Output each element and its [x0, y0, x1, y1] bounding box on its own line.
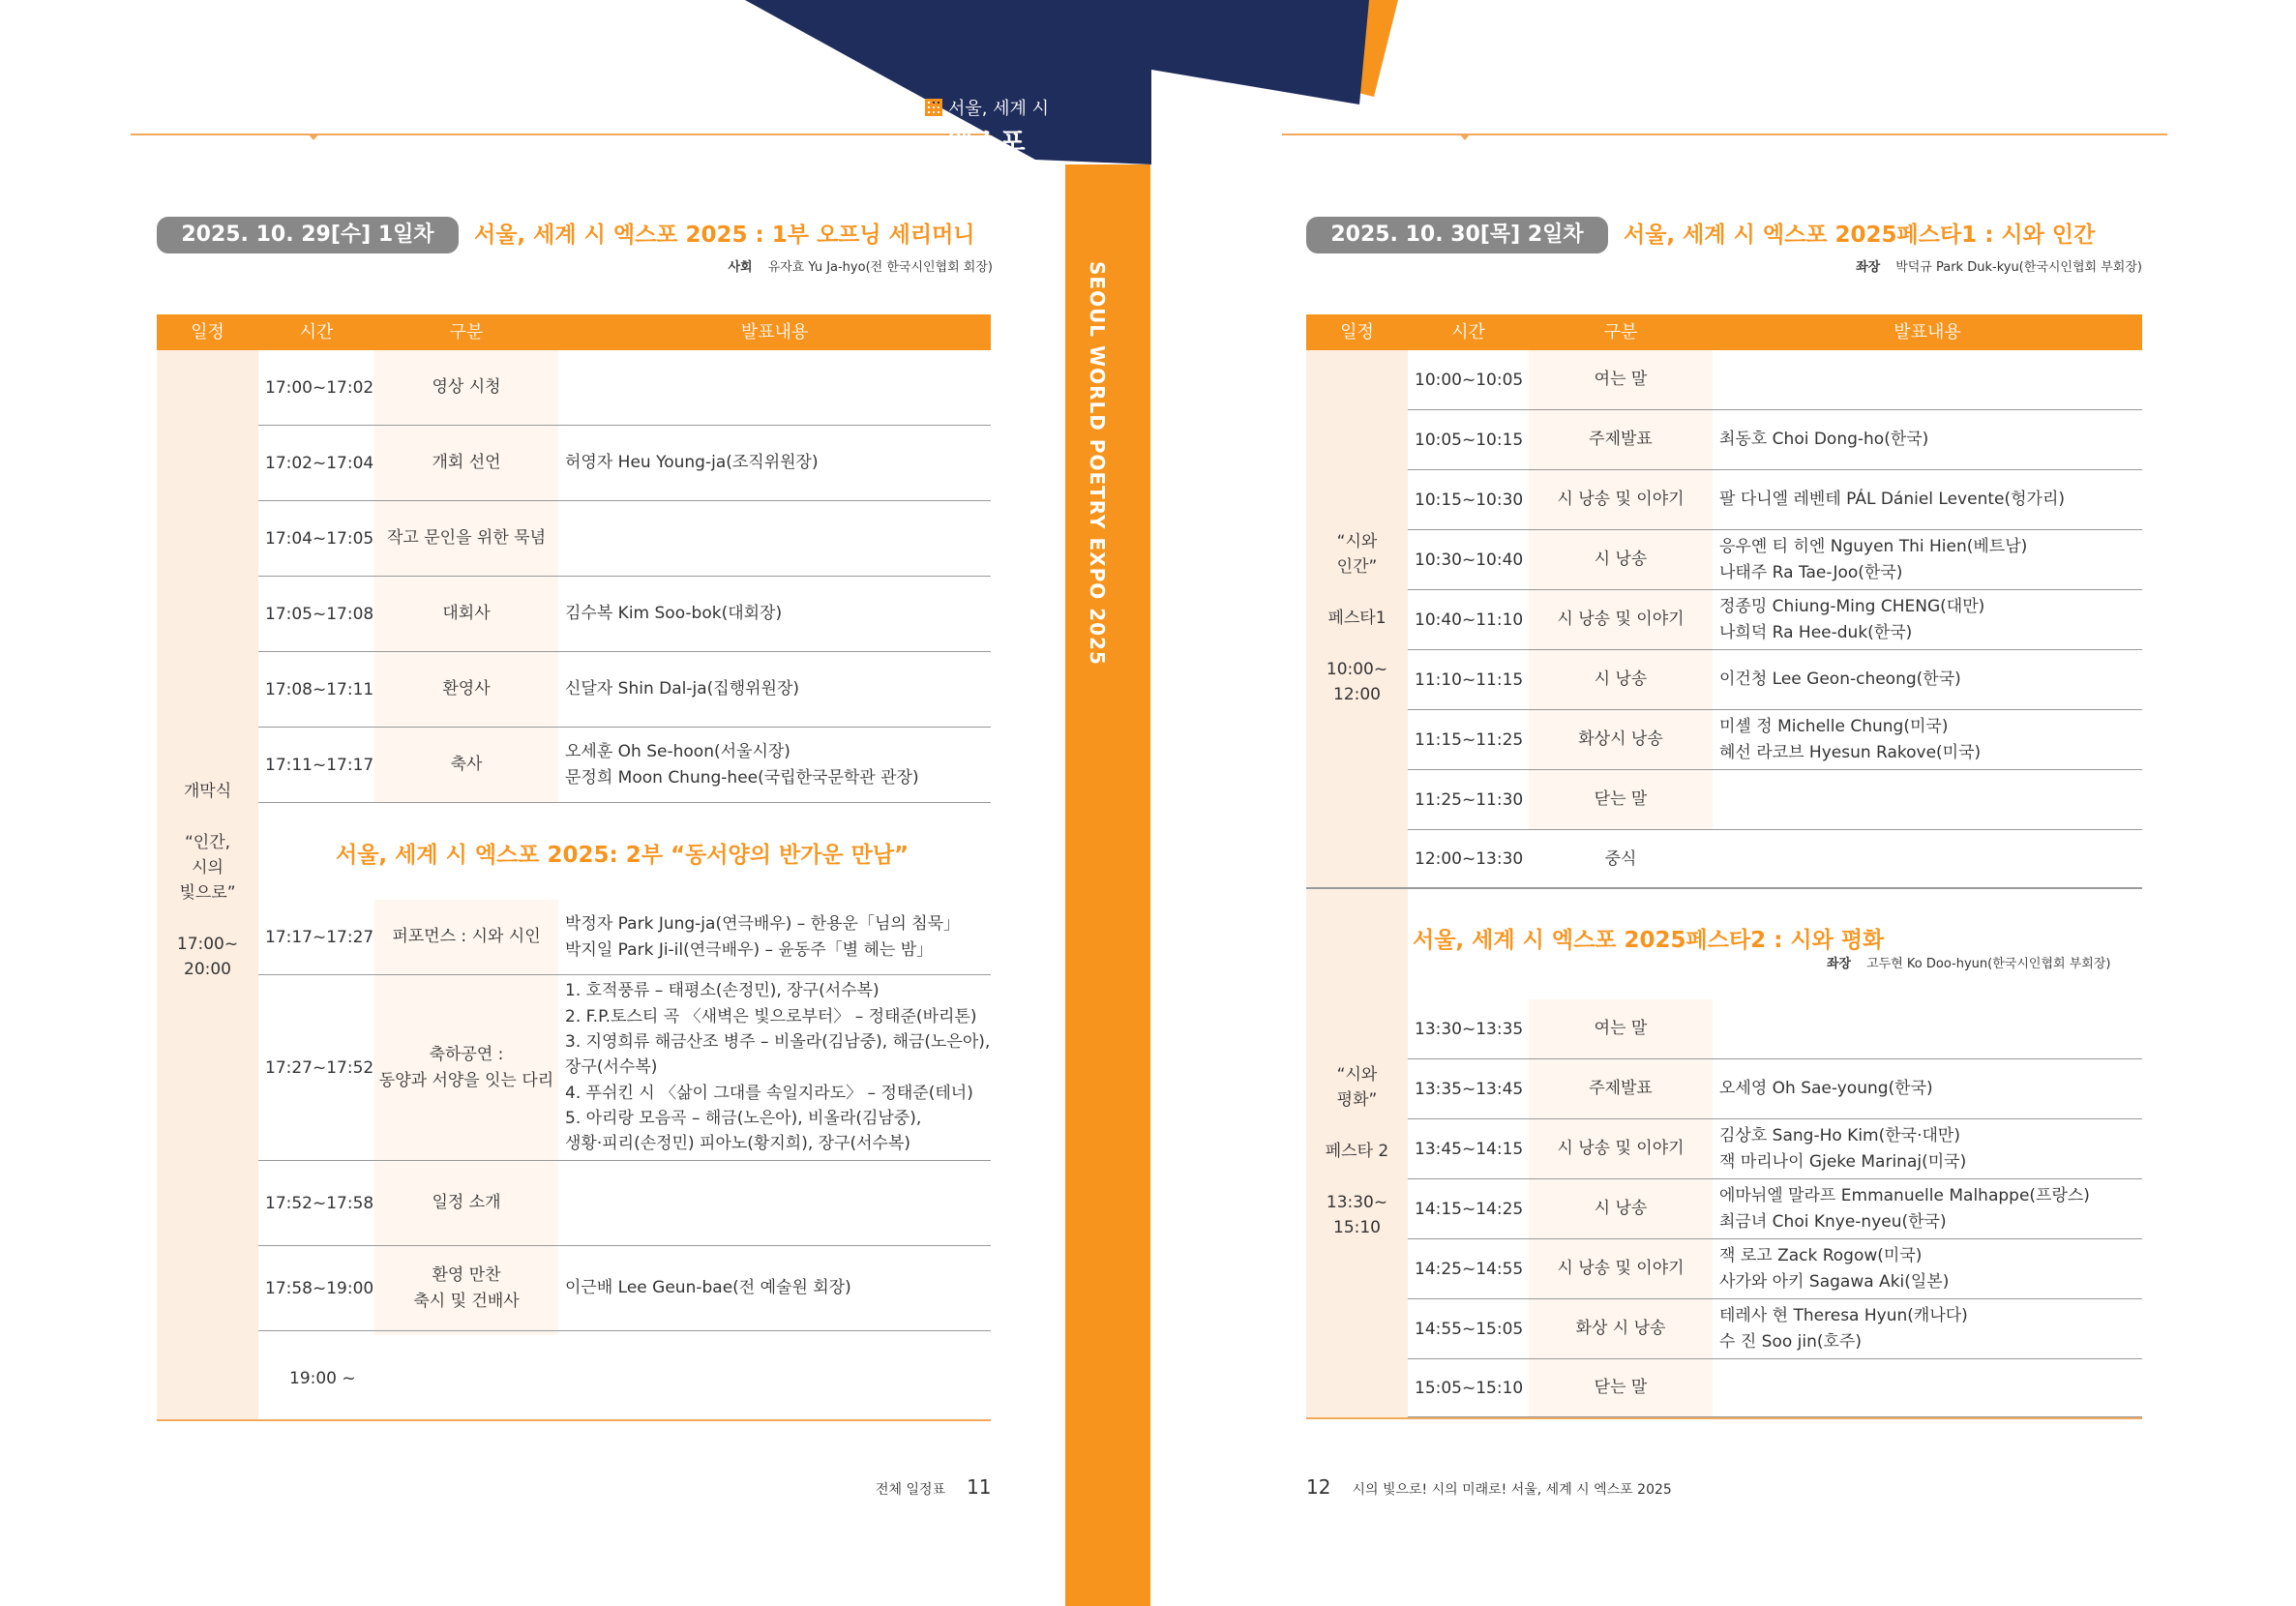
- time-cell: 10:30~10:40: [1415, 550, 1524, 570]
- left-event-title: 서울, 세계 시 엑스포 2025 : 1부 오프닝 세리머니: [474, 223, 975, 248]
- time-cell: 17:05~17:08: [265, 604, 374, 624]
- content-line: 혜선 라코브 Hyesun Rakove(미국): [1719, 742, 1982, 762]
- right-chair-label: 좌장: [1856, 260, 1881, 275]
- right-page-number: 12: [1306, 1475, 1331, 1499]
- table-row: [1408, 1239, 2142, 1299]
- content-line: 2. F.P.토스티 곡 〈새벽은 빛으로부터〉 – 정태준(바리톤): [565, 1006, 977, 1026]
- content-cell: [1713, 710, 2142, 769]
- content-line: 최동호 Choi Dong-ho(한국): [1719, 430, 1929, 450]
- right-event-title: 서울, 세계 시 엑스포 2025페스타1 : 시와 인간: [1624, 223, 2096, 248]
- content-line: 장구(서수복): [565, 1057, 658, 1078]
- right-footer-label: 시의 빛으로! 시의 미래로! 서울, 세계 시 엑스포 2025: [1352, 1482, 1672, 1498]
- right-chair: [1645, 256, 2142, 275]
- content-line: 3. 지영희류 해금산조 병주 – 비올라(김남중), 해금(노은아),: [565, 1031, 991, 1052]
- left-chair-label: 사회: [728, 260, 753, 275]
- table-row: [1408, 470, 2142, 530]
- time-cell: 17:27~17:52: [265, 1057, 374, 1078]
- content-cell: [1713, 410, 2142, 469]
- left-chair: [581, 256, 993, 275]
- content-cell: [1713, 1359, 2142, 1416]
- content-line: 오세영 Oh Sae-young(한국): [1719, 1079, 1933, 1099]
- left-chair-name: 유자효 Yu Ja-hyo(전 한국시인협회 회장): [767, 260, 993, 275]
- logo-line2: 엑스포 2025: [947, 128, 1027, 189]
- band-vertical-text: SEOUL WORLD POETRY EXPO 2025: [1086, 261, 1109, 666]
- content-line: 나희덕 Ra Hee-duk(한국): [1719, 622, 1913, 642]
- content-line: 신달자 Shin Dal-ja(집행위원장): [565, 679, 800, 699]
- category-cell: 축하공연 : 동양과 서양을 잇는 다리: [378, 1045, 554, 1090]
- table-row: [1408, 1119, 2142, 1179]
- content-line: 사가와 아키 Sagawa Aki(일본): [1719, 1271, 1950, 1292]
- right-table-header: [1306, 314, 2142, 350]
- content-cell: [558, 350, 991, 425]
- category-cell: 여는 말: [1594, 370, 1648, 390]
- table-row: [1408, 1299, 2142, 1359]
- time-cell: 13:30~13:35: [1415, 1019, 1524, 1039]
- content-cell: [558, 426, 991, 500]
- table-row: [258, 350, 991, 426]
- content-line: 김수복 Kim Soo-bok(대회장): [565, 604, 783, 624]
- time-cell: 10:00~10:05: [1415, 370, 1524, 390]
- content-cell: [1713, 470, 2142, 529]
- category-cell: 시 낭송 및 이야기: [1557, 490, 1685, 510]
- content-line: 문정희 Moon Chung-hee(국립한국문학관 관장): [565, 767, 919, 788]
- time-cell: 10:05~10:15: [1415, 430, 1524, 450]
- category-cell: 시 낭송 및 이야기: [1557, 1139, 1685, 1159]
- content-cell: [558, 1161, 991, 1245]
- right-footer: [1306, 1475, 1672, 1499]
- logo-line3: 인간 Humanity 평화 Peace: [932, 193, 1042, 203]
- right-session1-label: “시와 인간” 페스타1 10:00~ 12:00: [1326, 532, 1388, 705]
- category-cell: 환영사: [442, 679, 491, 699]
- content-cell: [1713, 1239, 2142, 1298]
- content-line: 정종밍 Chiung-Ming CHENG(대만): [1719, 597, 1985, 617]
- category-cell: 개회 선언: [432, 453, 501, 473]
- right-festa2-chair: [1827, 953, 2110, 971]
- content-line: 에마뉘엘 말라프 Emmanuelle Malhappe(프랑스): [1719, 1186, 2090, 1206]
- content-cell: [1713, 770, 2142, 829]
- table-row: [1408, 710, 2142, 770]
- time-cell: 17:58~19:00: [265, 1278, 374, 1298]
- time-cell: 17:00~17:02: [265, 377, 374, 398]
- time-cell: 17:52~17:58: [265, 1193, 374, 1213]
- category-cell: 시 낭송 및 이야기: [1557, 1259, 1685, 1279]
- table-row: [1408, 1179, 2142, 1239]
- content-line: 응우옌 티 히엔 Nguyen Thi Hien(베트남): [1719, 537, 2028, 557]
- content-line: 팔 다니엘 레벤테 PÁL Dániel Levente(헝가리): [1719, 490, 2066, 510]
- time-cell: 10:40~11:10: [1415, 610, 1524, 630]
- content-cell: [558, 577, 991, 651]
- time-cell: 11:25~11:30: [1415, 789, 1524, 810]
- logo-line1: 서울, 세계 시: [947, 99, 1050, 119]
- content-cell: [1713, 830, 2142, 888]
- content-cell: [1713, 1179, 2142, 1238]
- right-day-pill: 2025. 10. 30[목] 2일차: [1306, 217, 1608, 253]
- table-row: [1408, 1059, 2142, 1119]
- category-cell: 주제발표: [1589, 430, 1653, 450]
- right-session2-label: “시와 평화” 페스타 2 13:30~ 15:10: [1325, 1065, 1389, 1238]
- rule-notch-right: [1459, 134, 1471, 140]
- table-row: [1408, 650, 2142, 710]
- left-table-header: [157, 314, 991, 350]
- right-chair-name: 박덕규 Park Duk-kyu(한국시인협회 부회장): [1895, 260, 2142, 275]
- category-cell: 중식: [1604, 848, 1637, 869]
- table-row: [258, 501, 991, 577]
- category-cell: 퍼포먼스 : 시와 시인: [392, 927, 541, 947]
- content-cell: [1713, 590, 2142, 649]
- header-category: 구분: [1603, 322, 1638, 342]
- content-cell: [558, 652, 991, 727]
- table-row: [258, 900, 991, 975]
- content-line: 김상호 Sang-Ho Kim(한국·대만): [1719, 1126, 1960, 1146]
- content-line: 생황·피리(손정민) 피아노(황지희), 장구(서수복): [565, 1134, 911, 1154]
- table-row: [258, 577, 991, 652]
- category-cell: 닫는 말: [1594, 1378, 1648, 1398]
- table-row: [258, 652, 991, 728]
- category-cell: 대회사: [442, 604, 491, 624]
- content-line: 잭 로고 Zack Rogow(미국): [1719, 1246, 1923, 1266]
- category-cell: 닫는 말: [1594, 789, 1648, 810]
- left-session-label: 개막식 “인간, 시의 빛으로” 17:00~ 20:00: [176, 782, 239, 980]
- left-footer: [876, 1475, 992, 1499]
- content-line: 이건청 Lee Geon-cheong(한국): [1719, 669, 1961, 690]
- table-row: [1408, 999, 2142, 1059]
- time-cell: 13:35~13:45: [1415, 1079, 1524, 1099]
- content-line: 최금녀 Choi Knye-nyeu(한국): [1719, 1211, 1947, 1232]
- time-cell: 11:15~11:25: [1415, 729, 1524, 750]
- time-cell: 13:45~14:15: [1415, 1139, 1524, 1159]
- content-line: 잭 마리나이 Gjeke Marinaj(미국): [1719, 1151, 1967, 1172]
- category-cell: 시 낭송: [1594, 669, 1648, 690]
- time-cell: 14:15~14:25: [1415, 1199, 1524, 1219]
- left-part2-title: 서울, 세계 시 엑스포 2025: 2부 “동서양의 반가운 만남”: [336, 843, 909, 868]
- content-line: 오세훈 Oh Se-hoon(서울시장): [565, 742, 790, 762]
- category-cell: 일정 소개: [432, 1193, 501, 1213]
- category-cell: 환영 만찬 축시 및 건배사: [413, 1265, 520, 1311]
- time-cell: 17:08~17:11: [265, 679, 374, 699]
- content-cell: [558, 728, 991, 802]
- content-cell: [1713, 1119, 2142, 1178]
- header-content: 발표내용: [740, 322, 809, 342]
- time-cell: 14:25~14:55: [1415, 1259, 1524, 1279]
- table-row: [1408, 770, 2142, 830]
- expo-logo-icon: [925, 99, 942, 116]
- content-line: 나태주 Ra Tae-Joo(한국): [1719, 562, 1903, 582]
- content-line: 수 진 Soo jin(호주): [1719, 1331, 1862, 1352]
- content-line: 이근배 Lee Geun-bae(전 예술원 회장): [565, 1278, 851, 1298]
- content-cell: [1713, 999, 2142, 1058]
- right-festa1-divider: [1306, 887, 2142, 889]
- header-content: 발표내용: [1893, 322, 1961, 342]
- time-cell: 17:02~17:04: [265, 453, 374, 473]
- header-graphic: [735, 0, 1413, 174]
- expo-logo: [914, 95, 1059, 203]
- left-footer-label: 전체 일정표: [876, 1482, 946, 1498]
- content-cell: [1713, 1059, 2142, 1118]
- content-cell: [558, 975, 991, 1160]
- content-cell: [558, 1246, 991, 1330]
- category-cell: 화상 시 낭송: [1575, 1319, 1666, 1339]
- table-row: [258, 426, 991, 501]
- header-time: 시간: [299, 322, 334, 342]
- content-line: 4. 푸쉬킨 시 〈삶이 그대를 속일지라도〉 – 정태준(테너): [565, 1083, 973, 1103]
- right-festa2-title: 서울, 세계 시 엑스포 2025페스타2 : 시와 평화: [1413, 928, 1885, 953]
- time-cell: 17:04~17:05: [265, 528, 374, 549]
- content-cell: [558, 501, 991, 576]
- content-line: 1. 호적풍류 – 태평소(손정민), 장구(서수복): [565, 981, 880, 1001]
- left-day-pill: 2025. 10. 29[수] 1일차: [157, 217, 459, 253]
- left-table-bottom: [157, 1419, 991, 1421]
- category-cell: 영상 시청: [432, 377, 501, 398]
- right-table-bottom: [1306, 1417, 2142, 1419]
- table-row: [1408, 1359, 2142, 1417]
- category-cell: 축사: [450, 755, 483, 775]
- category-cell: 시 낭송: [1594, 550, 1648, 570]
- time-cell: 17:17~17:27: [265, 927, 374, 947]
- time-cell: 15:05~15:10: [1415, 1378, 1524, 1398]
- content-line: 박정자 Park Jung-ja(연극배우) – 한용운「님의 침묵」: [565, 914, 961, 935]
- content-line: 테레사 현 Theresa Hyun(캐나다): [1719, 1306, 1968, 1326]
- time-cell: 10:15~10:30: [1415, 490, 1524, 510]
- table-row: [1408, 350, 2142, 410]
- left-last-time: 19:00 ~: [289, 1369, 356, 1388]
- category-cell: 시 낭송: [1594, 1199, 1648, 1219]
- table-row: [1408, 590, 2142, 650]
- table-row: [1408, 530, 2142, 590]
- time-cell: 11:10~11:15: [1415, 669, 1524, 690]
- table-row: [258, 728, 991, 803]
- category-cell: 시 낭송 및 이야기: [1557, 610, 1685, 630]
- table-row: [258, 1161, 991, 1246]
- festa2-chair-name: 고두현 Ko Doo-hyun(한국시인협회 부회장): [1866, 957, 2111, 971]
- left-page-number: 11: [967, 1475, 992, 1499]
- content-line: 허영자 Heu Young-ja(조직위원장): [565, 453, 819, 473]
- header-schedule: 일정: [191, 322, 224, 342]
- content-line: 5. 아리랑 모음곡 – 해금(노은아), 비올라(김남중),: [565, 1109, 922, 1129]
- table-row: [1408, 410, 2142, 470]
- rule-notch-left: [308, 134, 319, 140]
- content-cell: [558, 900, 991, 974]
- header-category: 구분: [449, 322, 484, 342]
- content-line: 박지일 Park Ji-il(연극배우) – 윤동주「별 헤는 밤」: [565, 939, 934, 960]
- content-cell: [1713, 530, 2142, 589]
- header-schedule: 일정: [1340, 322, 1374, 342]
- table-row: [1408, 830, 2142, 889]
- festa2-chair-label: 좌장: [1827, 957, 1852, 971]
- content-cell: [1713, 650, 2142, 709]
- category-cell: 주제발표: [1589, 1079, 1653, 1099]
- content-cell: [1713, 350, 2142, 409]
- category-cell: 여는 말: [1594, 1019, 1648, 1039]
- time-cell: 12:00~13:30: [1415, 849, 1524, 869]
- category-cell: 화상시 낭송: [1578, 729, 1663, 750]
- content-line: 미셸 정 Michelle Chung(미국): [1719, 717, 1949, 737]
- header-time: 시간: [1451, 322, 1485, 342]
- table-row: [258, 975, 991, 1161]
- content-cell: [1713, 1299, 2142, 1358]
- category-cell: 작고 문인을 위한 묵념: [386, 528, 546, 549]
- time-cell: 17:11~17:17: [265, 755, 374, 775]
- top-rule-right: [1282, 134, 2167, 135]
- time-cell: 14:55~15:05: [1415, 1319, 1524, 1339]
- table-row: [258, 1246, 991, 1331]
